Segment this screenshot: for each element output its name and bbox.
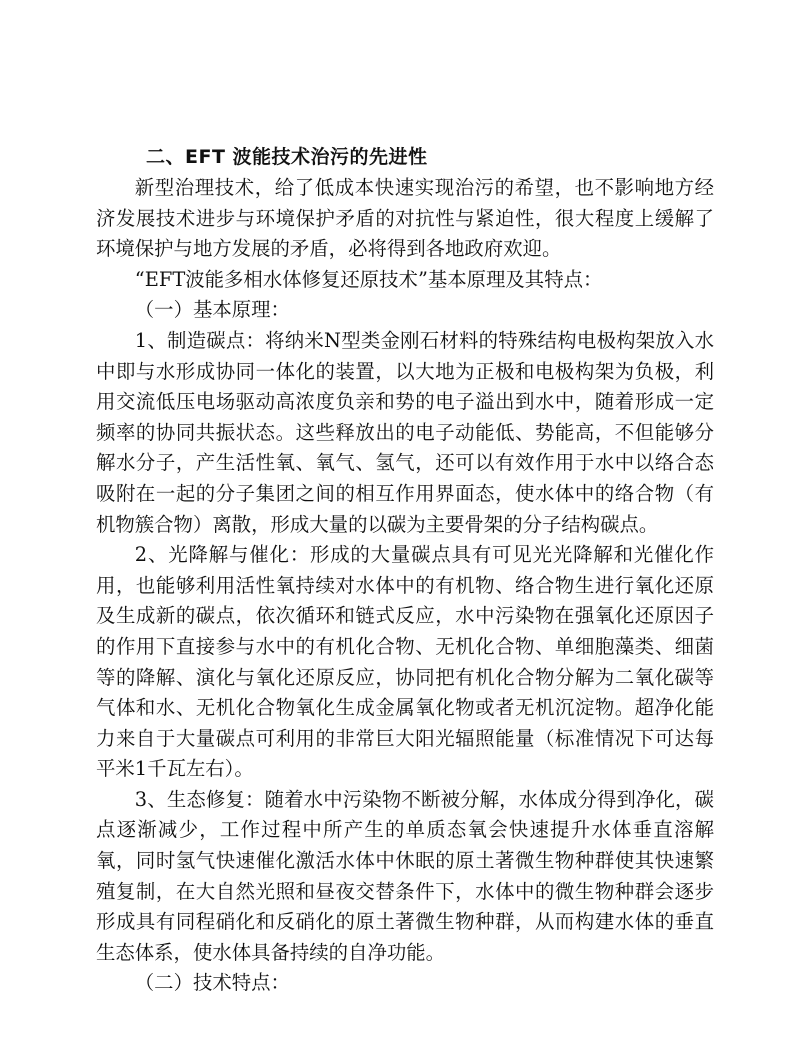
intro-paragraph: 新型治理技术，给了低成本快速实现治污的希望，也不影响地方经济发展技术进步与环境保护矛盾的对抗性与紧迫性，很大程度上缓解了环境保护与地方发展的矛盾，必将得到各地政府欢迎。: [96, 176, 714, 261]
technology-title-line: “EFT波能多相水体修复还原技术”基本原理及其特点：: [134, 267, 603, 291]
step-2-paragraph: 2、光降解与催化：形成的大量碳点具有可见光光降解和光催化作用，也能够利用活性氧持续对水体中的有机物、络合物生进行氧化还原及生成新的碳点，依次循环和链式反应，水中污染物在强氧化还原因子的作用下直接参与水中的有机化合物、无机化合物、单细胞藻类、细菌等的降解、演化与氧化还原反应，协同把有机化合物分解为二氧化碳等气体和水、无机化合物氧化生成金属氧化物或者无机沉淀物。超净化能力来自于大量碳点可利用的非常巨大阳光辐照能量（标准情况下可达每平米1千瓦左右）。: [96, 543, 714, 781]
document-page: [96, 142, 714, 999]
technical-features-heading: （二）技术特点：: [134, 971, 290, 995]
step-3-paragraph: 3、生态修复：随着水中污染物不断被分解，水体成分得到净化，碳点逐渐减少，工作过程中所产生的单质态氧会快速提升水体垂直溶解氧，同时氢气快速催化激活水体中休眠的原土著微生物种群使其快速繁殖复制，在大自然光照和昼夜交替条件下，水体中的微生物种群会逐步形成具有同程硝化和反硝化的原土著微生物种群，从而构建水体的垂直生态体系，使水体具备持续的自净功能。: [96, 787, 714, 964]
step-1-paragraph: 1、制造碳点：将纳米N型类金刚石材料的特殊结构电极构架放入水中即与水形成协同一体化的装置，以大地为正极和电极构架为负极，利用交流低压电场驱动高浓度负亲和势的电子溢出到水中，随着形成一定频率的协同共振状态。这些释放出的电子动能低、势能高，不但能够分解水分子，产生活性氧、氧气、氢气，还可以有效作用于水中以络合态吸附在一起的分子集团之间的相互作用界面态，使水体中的络合物（有机物簇合物）离散，形成大量的以碳为主要骨架的分子结构碳点。: [96, 328, 714, 536]
basic-principle-heading: （一）基本原理：: [134, 298, 290, 322]
section-heading: 二、EFT 波能技术治污的先进性: [146, 146, 428, 168]
